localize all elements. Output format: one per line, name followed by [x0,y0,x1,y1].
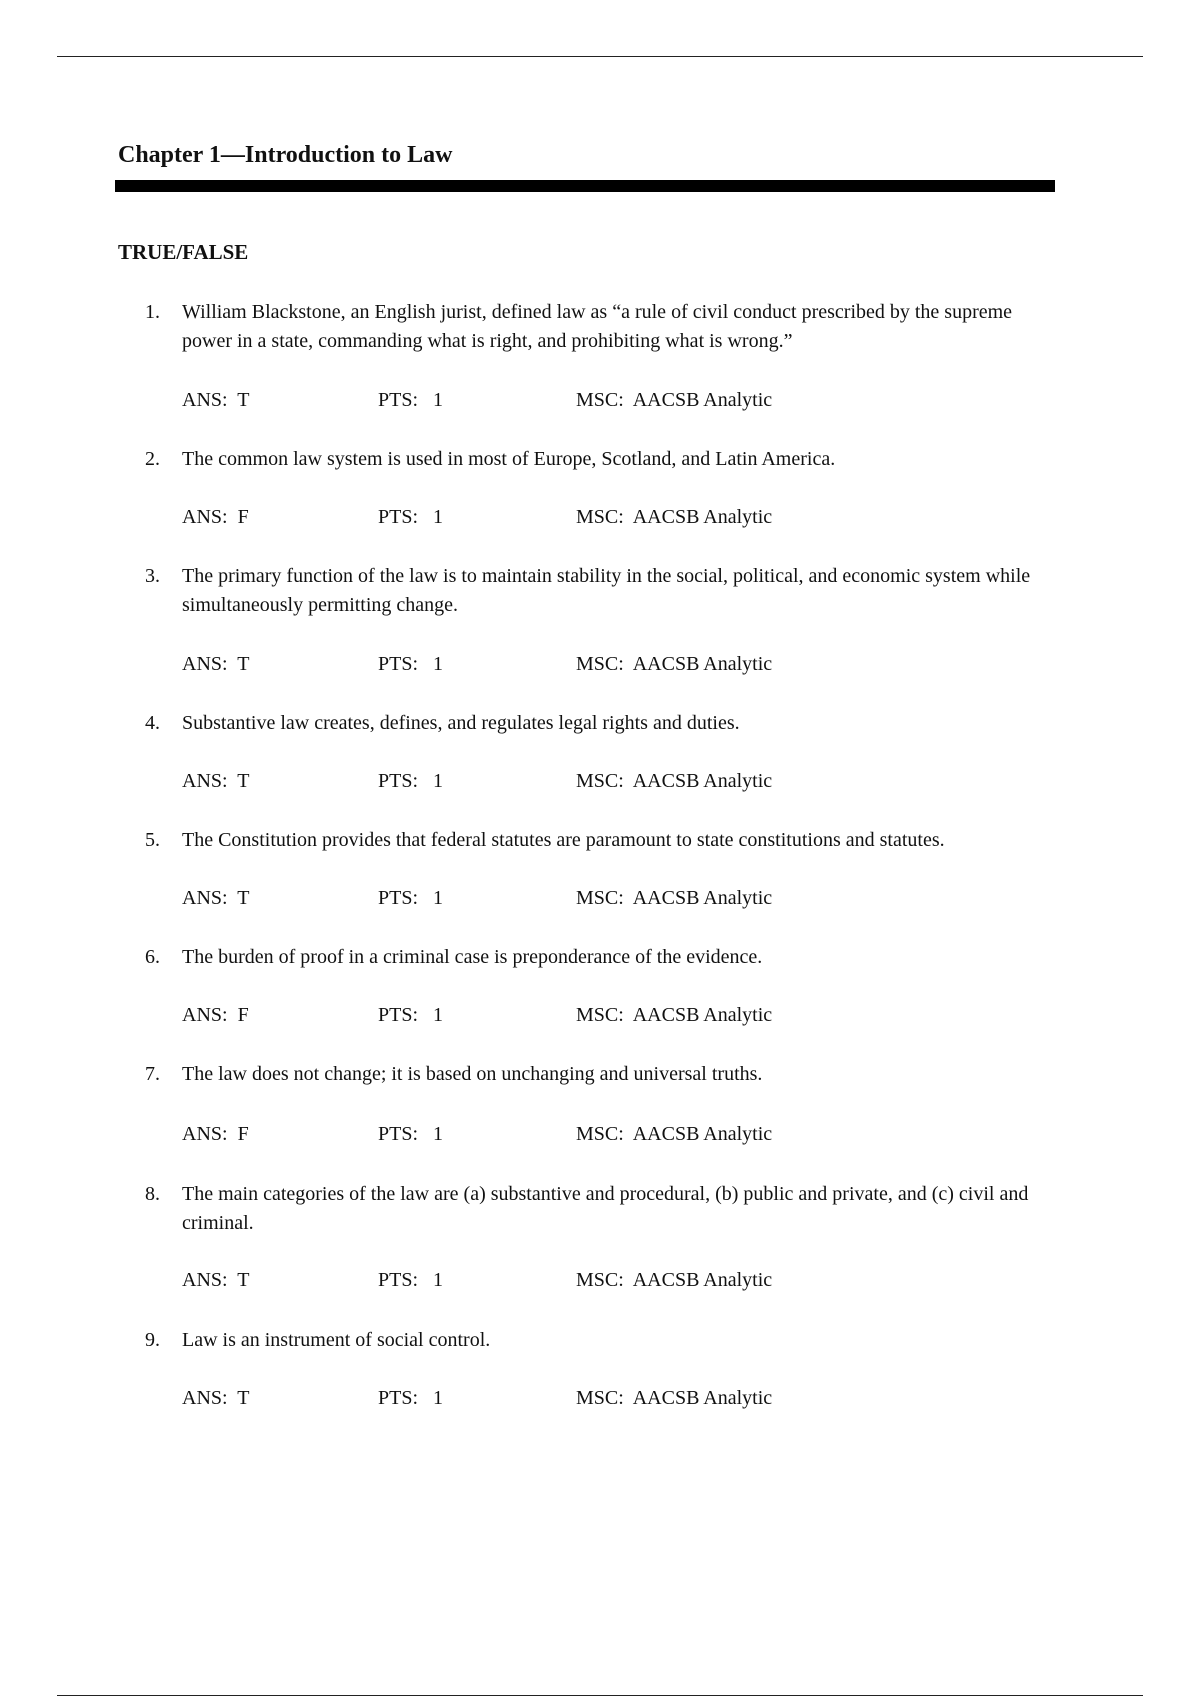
question-text: The burden of proof in a criminal case is preponderance of the evidence. [182,946,763,968]
msc-label: MSC: [576,770,624,792]
section-heading: TRUE/FALSE [118,240,249,264]
answer-value: T [237,770,250,792]
msc-field [576,1120,772,1149]
points-label: PTS: [378,1269,419,1291]
msc-field [576,767,772,796]
points-field [378,884,443,913]
msc-value: AACSB Analytic [632,1387,773,1409]
msc-field [576,386,772,415]
answer-label: ANS: [182,1004,228,1026]
msc-label: MSC: [576,653,624,675]
msc-label: MSC: [576,389,624,411]
answer-field [182,884,249,913]
answer-label: ANS: [182,770,228,792]
msc-field [576,884,772,913]
question-number: 1. [145,301,160,323]
msc-label: MSC: [576,1004,624,1026]
msc-value: AACSB Analytic [632,1123,773,1145]
points-field [378,1001,443,1030]
answer-value: T [237,389,250,411]
msc-value: AACSB Analytic [632,389,773,411]
chapter-title: Chapter 1—Introduction to Law [118,142,453,168]
question-text: The main categories of the law are (a) substantive and procedural, (b) public and private, and (c) civil and criminal. [182,1183,1029,1234]
answer-meta-row [182,1120,1082,1149]
points-label: PTS: [378,653,419,675]
points-value: 1 [433,1004,444,1026]
question-text: The primary function of the law is to maintain stability in the social, political, and economic system while simultaneously permitting change. [182,565,1031,616]
points-label: PTS: [378,1387,419,1409]
question-text: The Constitution provides that federal statutes are paramount to state constitutions and statutes. [182,829,945,851]
msc-label: MSC: [576,887,624,909]
points-value: 1 [433,1123,444,1145]
answer-label: ANS: [182,506,228,528]
question-number: 6. [145,946,160,968]
answer-value: F [237,506,249,528]
points-label: PTS: [378,1004,419,1026]
msc-field [576,503,772,532]
answer-value: T [237,887,250,909]
chapter-title-underline-bar [115,180,1055,192]
msc-value: AACSB Analytic [632,653,773,675]
question-text: The common law system is used in most of Europe, Scotland, and Latin America. [182,448,836,470]
question-number: 4. [145,712,160,734]
points-label: PTS: [378,1123,419,1145]
answer-label: ANS: [182,887,228,909]
points-label: PTS: [378,770,419,792]
question-number: 3. [145,565,160,587]
points-value: 1 [433,887,444,909]
answer-field [182,767,249,796]
answer-label: ANS: [182,1123,228,1145]
answer-field [182,1384,249,1413]
question-number: 8. [145,1183,160,1205]
page-top-rule [57,56,1143,57]
points-field [378,650,443,679]
question-text: Law is an instrument of social control. [182,1329,491,1351]
answer-field [182,1266,249,1295]
question-text: William Blackstone, an English jurist, defined law as “a rule of civil conduct prescribed by the supreme power in a state, commanding what is right, and prohibiting what is wrong.” [182,301,1013,352]
points-value: 1 [433,1269,444,1291]
question-text: Substantive law creates, defines, and regulates legal rights and duties. [182,712,740,734]
answer-meta-row [182,650,1082,679]
msc-label: MSC: [576,1387,624,1409]
msc-value: AACSB Analytic [632,1004,773,1026]
points-field [378,503,443,532]
answer-value: F [237,1004,249,1026]
points-label: PTS: [378,887,419,909]
msc-value: AACSB Analytic [632,770,773,792]
answer-field [182,386,249,415]
points-value: 1 [433,770,444,792]
answer-meta-row [182,386,1082,415]
answer-value: T [237,1387,250,1409]
answer-label: ANS: [182,653,228,675]
points-field [378,767,443,796]
question-number: 5. [145,829,160,851]
points-field [378,1120,443,1149]
points-label: PTS: [378,389,419,411]
question-text: The law does not change; it is based on unchanging and universal truths. [182,1063,763,1085]
msc-field [576,1384,772,1413]
msc-field [576,1266,772,1295]
answer-meta-row [182,1384,1082,1413]
answer-field [182,650,249,679]
answer-field [182,1001,249,1030]
answer-meta-row [182,503,1082,532]
question-number: 2. [145,448,160,470]
msc-field [576,1001,772,1030]
answer-field [182,1120,249,1149]
msc-value: AACSB Analytic [632,887,773,909]
msc-label: MSC: [576,1269,624,1291]
points-value: 1 [433,1387,444,1409]
answer-meta-row [182,767,1082,796]
answer-meta-row [182,1001,1082,1030]
msc-value: AACSB Analytic [632,1269,773,1291]
answer-field [182,503,249,532]
answer-meta-row [182,884,1082,913]
answer-label: ANS: [182,1387,228,1409]
answer-meta-row [182,1266,1082,1295]
answer-label: ANS: [182,1269,228,1291]
points-field [378,1266,443,1295]
question-number: 7. [145,1063,160,1085]
page-bottom-rule [57,1695,1143,1696]
answer-label: ANS: [182,389,228,411]
points-field [378,1384,443,1413]
answer-value: T [237,653,250,675]
answer-value: F [237,1123,249,1145]
msc-value: AACSB Analytic [632,506,773,528]
question-number: 9. [145,1329,160,1351]
points-value: 1 [433,506,444,528]
msc-label: MSC: [576,1123,624,1145]
points-label: PTS: [378,506,419,528]
points-value: 1 [433,389,444,411]
answer-value: T [237,1269,250,1291]
points-field [378,386,443,415]
msc-label: MSC: [576,506,624,528]
points-value: 1 [433,653,444,675]
msc-field [576,650,772,679]
